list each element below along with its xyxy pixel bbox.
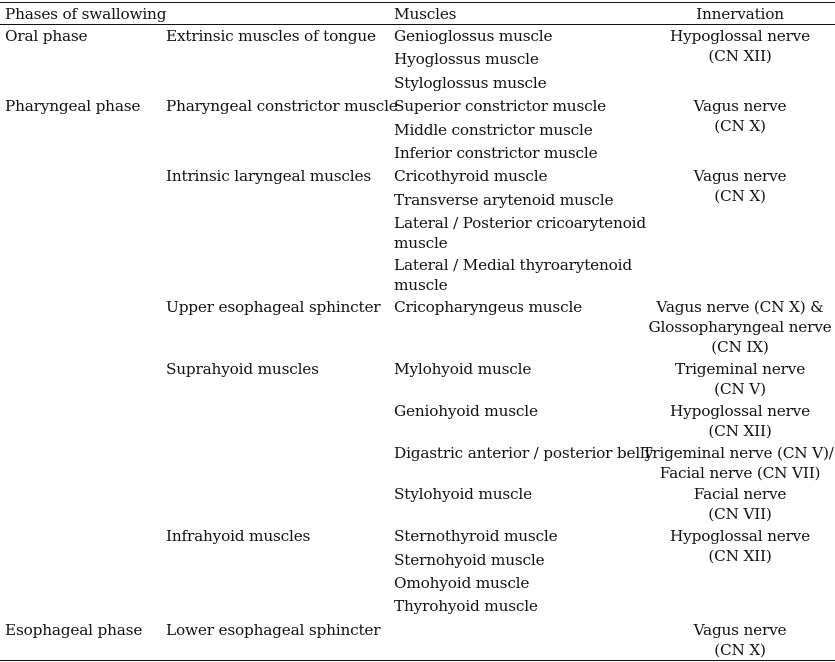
innervation-mylohyoid-cn: (CN V) [714,380,766,398]
muscle-sternothyroid: Sternothyroid muscle [394,527,558,545]
innervation-stylohyoid-cn: (CN VII) [708,505,772,523]
group-upper-sphincter: Upper esophageal sphincter [166,298,381,316]
header-phases: Phases of swallowing [5,5,167,23]
group-infrahyoid: Infrahyoid muscles [166,527,311,545]
muscle-transverse-arytenoid: Transverse arytenoid muscle [394,191,614,209]
innervation-constrictor-cn: (CN X) [714,117,766,135]
group-lower-sphincter: Lower esophageal sphincter [166,621,381,639]
innervation-stylohyoid: Facial nerve [693,485,787,503]
innervation-geniohyoid: Hypoglossal nerve [670,402,810,420]
innervation-laryngeal-cn: (CN X) [714,187,766,205]
muscle-lateral-medial-thyroarytenoid: Lateral / Medial thyroarytenoid [394,256,632,274]
innervation-ues-line2: Glossopharyngeal nerve [648,318,832,336]
innervation-infrahyoid: Hypoglossal nerve [670,527,810,545]
innervation-laryngeal: Vagus nerve [693,167,787,185]
muscle-lateral-posterior-cricoarytenoid: Lateral / Posterior cricoarytenoid [394,214,646,232]
group-pharyngeal-constrictor: Pharyngeal constrictor muscle [166,97,398,115]
muscle-omohyoid: Omohyoid muscle [394,574,530,592]
muscle-cricopharyngeus: Cricopharyngeus muscle [394,298,582,316]
muscle-lateral-medial-thyroarytenoid-cont: muscle [394,276,448,294]
muscle-genioglossus: Genioglossus muscle [394,27,553,45]
innervation-oral: Hypoglossal nerve [670,27,810,45]
muscle-lateral-posterior-cricoarytenoid-cont: muscle [394,234,448,252]
phase-esophageal: Esophageal phase [5,621,143,639]
group-intrinsic-laryngeal: Intrinsic laryngeal muscles [166,167,371,185]
table-bottom-rule [0,660,835,661]
innervation-oral-cn: (CN XII) [708,47,772,65]
muscle-thyrohyoid: Thyrohyoid muscle [394,597,538,615]
innervation-infrahyoid-cn: (CN XII) [708,547,772,565]
header-muscles: Muscles [394,5,457,23]
muscle-middle-constrictor: Middle constrictor muscle [394,121,593,139]
muscle-digastric: Digastric anterior / posterior belly [394,444,654,462]
muscle-superior-constrictor: Superior constrictor muscle [394,97,607,115]
phase-pharyngeal: Pharyngeal phase [5,97,141,115]
innervation-digastric: Trigeminal nerve (CN V)/ [642,444,834,462]
innervation-les: Vagus nerve [693,621,787,639]
innervation-constrictor: Vagus nerve [693,97,787,115]
muscle-hyoglossus: Hyoglossus muscle [394,50,539,68]
muscle-geniohyoid: Geniohyoid muscle [394,402,538,420]
muscle-mylohyoid: Mylohyoid muscle [394,360,532,378]
innervation-ues-line3: (CN IX) [711,338,769,356]
header-innervation: Innervation [696,5,784,23]
innervation-digastric-line2: Facial nerve (CN VII) [659,464,821,482]
muscle-sternohyoid: Sternohyoid muscle [394,551,545,569]
innervation-ues: Vagus nerve (CN X) & [656,298,824,316]
muscle-stylohyoid: Stylohyoid muscle [394,485,532,503]
muscle-cricothyroid: Cricothyroid muscle [394,167,548,185]
phase-oral: Oral phase [5,27,88,45]
group-suprahyoid: Suprahyoid muscles [166,360,319,378]
innervation-les-cn: (CN X) [714,641,766,659]
muscle-inferior-constrictor: Inferior constrictor muscle [394,144,598,162]
group-extrinsic-tongue: Extrinsic muscles of tongue [166,27,376,45]
header-bottom-rule [0,24,835,25]
muscle-styloglossus: Styloglossus muscle [394,74,547,92]
innervation-mylohyoid: Trigeminal nerve [674,360,806,378]
innervation-geniohyoid-cn: (CN XII) [708,422,772,440]
